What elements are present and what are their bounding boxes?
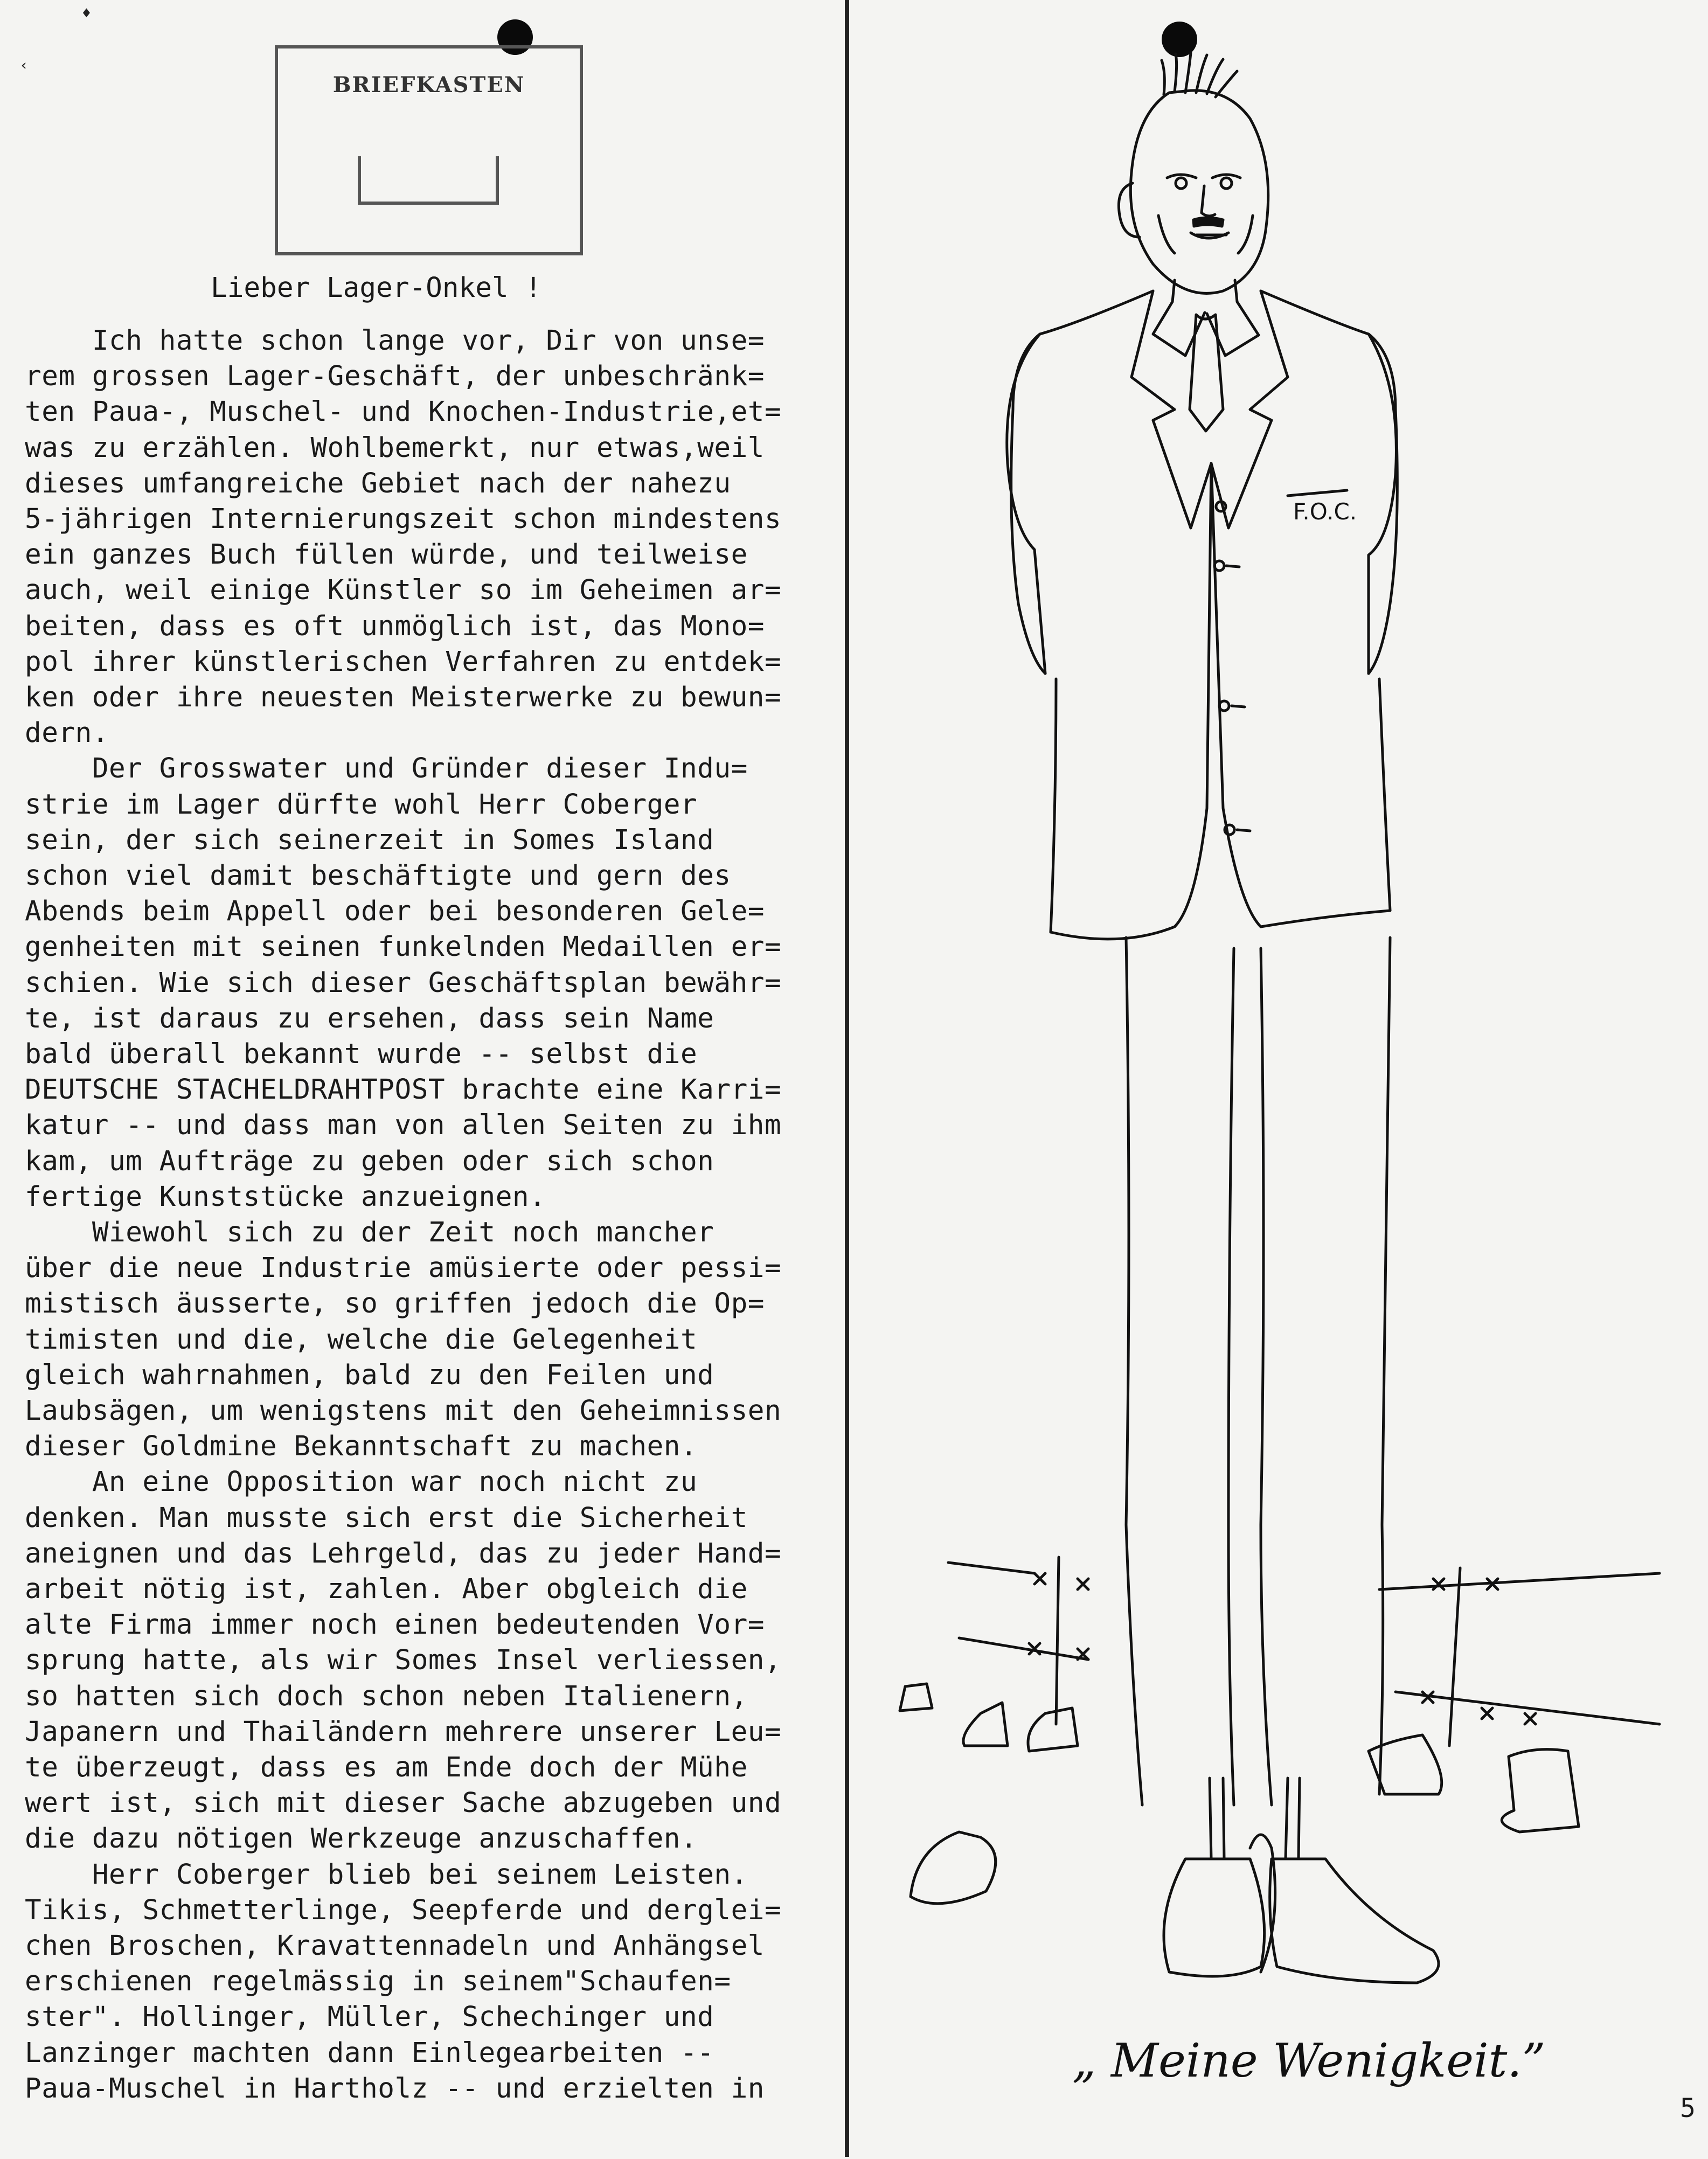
- letter-line: was zu erzählen. Wohlbemerkt, nur etwas,weil: [25, 432, 765, 464]
- letter-line: dern.: [25, 717, 109, 749]
- letter-line: so hatten sich doch schon neben Italienern,: [25, 1680, 748, 1712]
- letter-line: pol ihrer künstlerischen Verfahren zu entdek=: [25, 645, 782, 678]
- letter-line: katur -- und dass man von allen Seiten zu ihm: [25, 1109, 782, 1142]
- briefkasten-box: [275, 45, 583, 255]
- letter-line: genheiten mit seinen funkelnden Medaillen er=: [25, 931, 782, 963]
- letter-line: ten Paua-, Muschel- und Knochen-Industrie,et=: [25, 396, 782, 428]
- letter-line: ken oder ihre neuesten Meisterwerke zu bewun=: [25, 682, 782, 713]
- letter-line: Wiewohl sich zu der Zeit noch mancher: [25, 1217, 714, 1248]
- letter-line: fertige Kunststücke anzueignen.: [25, 1181, 546, 1213]
- letter-line: rem grossen Lager-Geschäft, der unbeschränk=: [25, 360, 765, 393]
- column-divider: [845, 0, 849, 2157]
- letter-line: Tikis, Schmetterlinge, Seepferde und derglei=: [25, 1894, 782, 1926]
- letter-line: aneignen und das Lehrgeld, das zu jeder Hand=: [25, 1537, 782, 1570]
- letter-line: timisten und die, welche die Gelegenheit: [25, 1323, 698, 1356]
- mailbox-slot-icon: [358, 156, 499, 205]
- letter-line: mistisch äusserte, so griffen jedoch die Op=: [25, 1288, 765, 1320]
- drawing-caption: „ Meine Wenigkeit.”: [1072, 2034, 1546, 2088]
- speck-mark: ♦: [82, 4, 91, 22]
- letter-line: Japanern und Thailändern mehrere unserer Leu=: [25, 1716, 782, 1748]
- letter-line: Ich hatte schon lange vor, Dir von unse=: [25, 325, 765, 357]
- letter-line: sein, der sich seinerzeit in Somes Island: [25, 824, 714, 856]
- page-number: 5: [1680, 2093, 1696, 2123]
- letter-line: schien. Wie sich dieser Geschäftsplan bewähr=: [25, 967, 782, 999]
- letter-line: Paua-Muschel in Hartholz -- und erzielten in: [25, 2072, 765, 2105]
- briefkasten-title: BRIEFKASTEN: [332, 72, 525, 98]
- letter-line: strie im Lager dürfte wohl Herr Coberger: [25, 788, 698, 821]
- letter-line: ster". Hollinger, Müller, Schechinger und: [25, 2001, 714, 2033]
- letter-line: te überzeugt, dass es am Ende doch der Mühe: [25, 1752, 748, 1783]
- man-in-suit-illustration: [851, 0, 1708, 2157]
- letter-line: Der Grosswater und Gründer dieser Indu=: [25, 753, 748, 785]
- letter-line: te, ist daraus zu ersehen, dass sein Name: [25, 1002, 714, 1035]
- letter-line: schon viel damit beschäftigte und gern des: [25, 860, 731, 892]
- letter-line: 5-jährigen Internierungszeit schon mindestens: [25, 503, 782, 535]
- letter-line: gleich wahrnahmen, bald zu den Feilen und: [25, 1359, 714, 1391]
- caricature-drawing: [851, 0, 1708, 2157]
- letter-line: Lanzinger machten dann Einlegearbeiten --: [25, 2037, 714, 2069]
- letter-line: wert ist, sich mit dieser Sache abzugeben und: [25, 1787, 782, 1820]
- letter-line: dieser Goldmine Bekanntschaft zu machen.: [25, 1431, 698, 1463]
- letter-line: Abends beim Appell oder bei besonderen Gele=: [25, 895, 765, 928]
- letter-line: Laubsägen, um wenigstens mit den Geheimnissen: [25, 1395, 782, 1427]
- letter-line: denken. Man musste sich erst die Sicherheit: [25, 1502, 748, 1534]
- letter-line: die dazu nötigen Werkzeuge anzuschaffen.: [25, 1823, 698, 1855]
- speck-mark: ‹: [19, 56, 29, 74]
- jacket-label: F.O.C.: [1293, 498, 1357, 525]
- letter-line: DEUTSCHE STACHELDRAHTPOST brachte eine Karri=: [25, 1074, 782, 1106]
- letter-line: über die neue Industrie amüsierte oder pessi=: [25, 1252, 782, 1285]
- letter-line: auch, weil einige Künstler so im Geheimen ar=: [25, 574, 782, 607]
- letter-line: chen Broschen, Kravattennadeln und Anhängsel: [25, 1930, 765, 1962]
- letter-line: sprung hatte, als wir Somes Insel verliessen,: [25, 1644, 782, 1677]
- letter-line: Herr Coberger blieb bei seinem Leisten.: [25, 1858, 748, 1891]
- letter-line: beiten, dass es oft unmöglich ist, das Mono=: [25, 610, 765, 642]
- letter-line: kam, um Aufträge zu geben oder sich schon: [25, 1145, 714, 1177]
- letter-line: dieses umfangreiche Gebiet nach der nahezu: [25, 467, 731, 499]
- letter-line: ein ganzes Buch füllen würde, und teilweise: [25, 539, 748, 571]
- letter-line: erschienen regelmässig in seinem"Schaufen=: [25, 1966, 731, 1998]
- letter-line: alte Firma immer noch einen bedeutenden Vor=: [25, 1609, 765, 1641]
- letter-line: bald überall bekannt wurde -- selbst die: [25, 1038, 698, 1070]
- letter-line: An eine Opposition war noch nicht zu: [25, 1466, 698, 1498]
- letter-salutation: Lieber Lager-Onkel !: [211, 272, 542, 304]
- letter-line: arbeit nötig ist, zahlen. Aber obgleich die: [25, 1573, 748, 1605]
